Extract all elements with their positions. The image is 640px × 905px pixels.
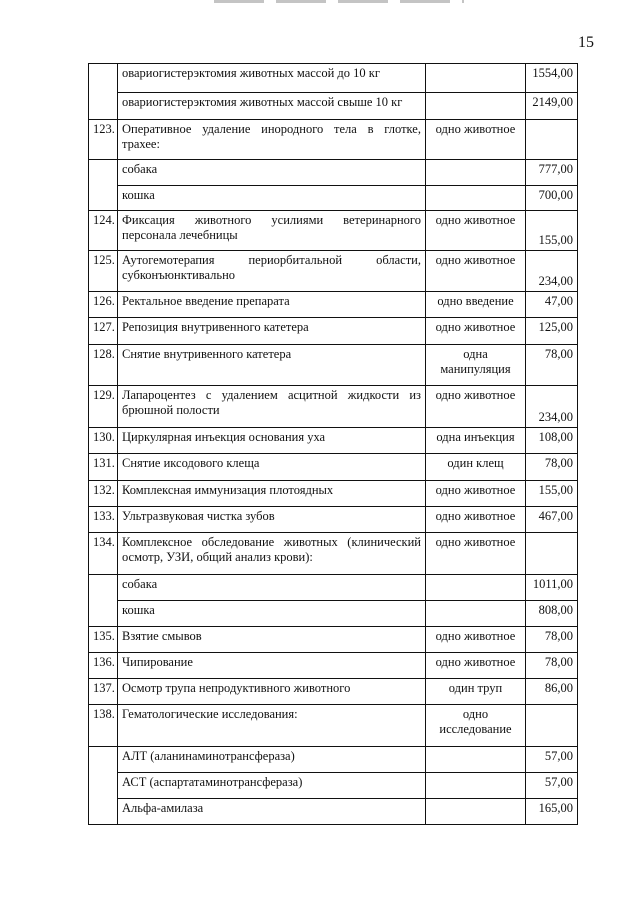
table-row xyxy=(89,533,578,575)
service-name: Фиксация животного усилиями ветеринарного персонала лечебницы xyxy=(118,211,426,251)
price-cell: 700,00 xyxy=(526,186,578,211)
service-name: Снятие внутривенного катетера xyxy=(118,345,426,386)
table-row xyxy=(89,627,578,653)
unit-cell: одно животное xyxy=(426,211,526,251)
price-cell: 1011,00 xyxy=(526,575,578,601)
table-row xyxy=(89,345,578,386)
table-row xyxy=(89,454,578,481)
unit-cell: одно животное xyxy=(426,386,526,428)
service-name: Циркулярная инъекция основания уха xyxy=(118,428,426,454)
row-number: 128. xyxy=(89,345,118,386)
unit-cell: одна инъекция xyxy=(426,428,526,454)
service-name: Репозиция внутривенного катетера xyxy=(118,318,426,345)
table-row xyxy=(89,575,578,601)
unit-cell xyxy=(426,773,526,799)
unit-cell: одно животное xyxy=(426,627,526,653)
service-name: Оперативное удаление инородного тела в глотке, трахее: xyxy=(118,120,426,160)
price-cell: 125,00 xyxy=(526,318,578,345)
price-cell: 234,00 xyxy=(526,386,578,428)
row-number: 136. xyxy=(89,653,118,679)
service-name: Ультразвуковая чистка зубов xyxy=(118,507,426,533)
table-row xyxy=(89,160,578,186)
unit-cell: одно животное xyxy=(426,120,526,160)
price-cell: 234,00 xyxy=(526,251,578,292)
table-row xyxy=(89,251,578,292)
row-number: 137. xyxy=(89,679,118,705)
table-row xyxy=(89,507,578,533)
unit-cell: один клещ xyxy=(426,454,526,481)
price-cell: 777,00 xyxy=(526,160,578,186)
unit-cell: одно животное xyxy=(426,251,526,292)
service-name: Взятие смывов xyxy=(118,627,426,653)
table-row xyxy=(89,705,578,747)
row-number: 127. xyxy=(89,318,118,345)
service-name: Осмотр трупа непродуктивного животного xyxy=(118,679,426,705)
unit-cell xyxy=(426,747,526,773)
price-cell: 47,00 xyxy=(526,292,578,318)
service-name: АЛТ (аланинаминотрансфераза) xyxy=(118,747,426,773)
table-row xyxy=(89,93,578,120)
row-number xyxy=(89,747,118,825)
price-cell xyxy=(526,120,578,160)
unit-cell xyxy=(426,601,526,627)
service-name: собака xyxy=(118,160,426,186)
price-cell: 1554,00 xyxy=(526,64,578,93)
page-number: 15 xyxy=(578,34,594,51)
unit-cell xyxy=(426,186,526,211)
row-number: 131. xyxy=(89,454,118,481)
table-row xyxy=(89,601,578,627)
price-cell: 108,00 xyxy=(526,428,578,454)
row-number: 129. xyxy=(89,386,118,428)
table-row xyxy=(89,120,578,160)
table-row xyxy=(89,386,578,428)
price-cell: 467,00 xyxy=(526,507,578,533)
service-name: Комплексное обследование животных (клинический осмотр, УЗИ, общий анализ крови): xyxy=(118,533,426,575)
service-name: кошка xyxy=(118,186,426,211)
table-row xyxy=(89,481,578,507)
service-name: Гематологические исследования: xyxy=(118,705,426,747)
price-cell: 78,00 xyxy=(526,627,578,653)
table-row xyxy=(89,799,578,825)
row-number: 132. xyxy=(89,481,118,507)
service-name: кошка xyxy=(118,601,426,627)
price-cell: 78,00 xyxy=(526,653,578,679)
row-number xyxy=(89,64,118,120)
service-name: овариогистерэктомия животных массой свыше 10 кг xyxy=(118,93,426,120)
table-row xyxy=(89,747,578,773)
service-name: Лапароцентез с удалением асцитной жидкости из брюшной полости xyxy=(118,386,426,428)
price-cell: 78,00 xyxy=(526,345,578,386)
top-edge-mark xyxy=(214,0,464,3)
table-row xyxy=(89,64,578,93)
price-cell: 165,00 xyxy=(526,799,578,825)
table-row xyxy=(89,428,578,454)
service-name: Аутогемотерапия периорбитальной области, субконъюнктивально xyxy=(118,251,426,292)
table-row xyxy=(89,211,578,251)
service-name: Альфа-амилаза xyxy=(118,799,426,825)
table-row xyxy=(89,318,578,345)
price-cell: 155,00 xyxy=(526,481,578,507)
price-cell xyxy=(526,705,578,747)
unit-cell xyxy=(426,93,526,120)
service-name: АСТ (аспартатаминотрансфераза) xyxy=(118,773,426,799)
unit-cell: одно животное xyxy=(426,481,526,507)
price-cell: 78,00 xyxy=(526,454,578,481)
row-number: 135. xyxy=(89,627,118,653)
row-number: 126. xyxy=(89,292,118,318)
table-row xyxy=(89,653,578,679)
service-name: Комплексная иммунизация плотоядных xyxy=(118,481,426,507)
table-row xyxy=(89,679,578,705)
price-cell: 2149,00 xyxy=(526,93,578,120)
row-number: 138. xyxy=(89,705,118,747)
unit-cell xyxy=(426,575,526,601)
row-number: 134. xyxy=(89,533,118,575)
table-row xyxy=(89,773,578,799)
price-table xyxy=(88,63,578,825)
unit-cell: одно животное xyxy=(426,318,526,345)
service-name: овариогистерэктомия животных массой до 10 кг xyxy=(118,64,426,93)
unit-cell: одно животное xyxy=(426,653,526,679)
unit-cell: одна манипуляция xyxy=(426,345,526,386)
row-number xyxy=(89,575,118,627)
service-name: Ректальное введение препарата xyxy=(118,292,426,318)
row-number: 123. xyxy=(89,120,118,160)
table-row xyxy=(89,186,578,211)
unit-cell: одно животное xyxy=(426,507,526,533)
price-cell xyxy=(526,533,578,575)
unit-cell: один труп xyxy=(426,679,526,705)
price-cell: 57,00 xyxy=(526,773,578,799)
row-number: 133. xyxy=(89,507,118,533)
service-name: Чипирование xyxy=(118,653,426,679)
unit-cell xyxy=(426,799,526,825)
service-name: собака xyxy=(118,575,426,601)
row-number: 124. xyxy=(89,211,118,251)
row-number: 130. xyxy=(89,428,118,454)
price-cell: 808,00 xyxy=(526,601,578,627)
price-cell: 86,00 xyxy=(526,679,578,705)
row-number xyxy=(89,160,118,211)
unit-cell xyxy=(426,160,526,186)
unit-cell: одно исследование xyxy=(426,705,526,747)
unit-cell: одно введение xyxy=(426,292,526,318)
price-cell: 155,00 xyxy=(526,211,578,251)
price-cell: 57,00 xyxy=(526,747,578,773)
unit-cell: одно животное xyxy=(426,533,526,575)
service-name: Снятие иксодового клеща xyxy=(118,454,426,481)
unit-cell xyxy=(426,64,526,93)
row-number: 125. xyxy=(89,251,118,292)
table-row xyxy=(89,292,578,318)
